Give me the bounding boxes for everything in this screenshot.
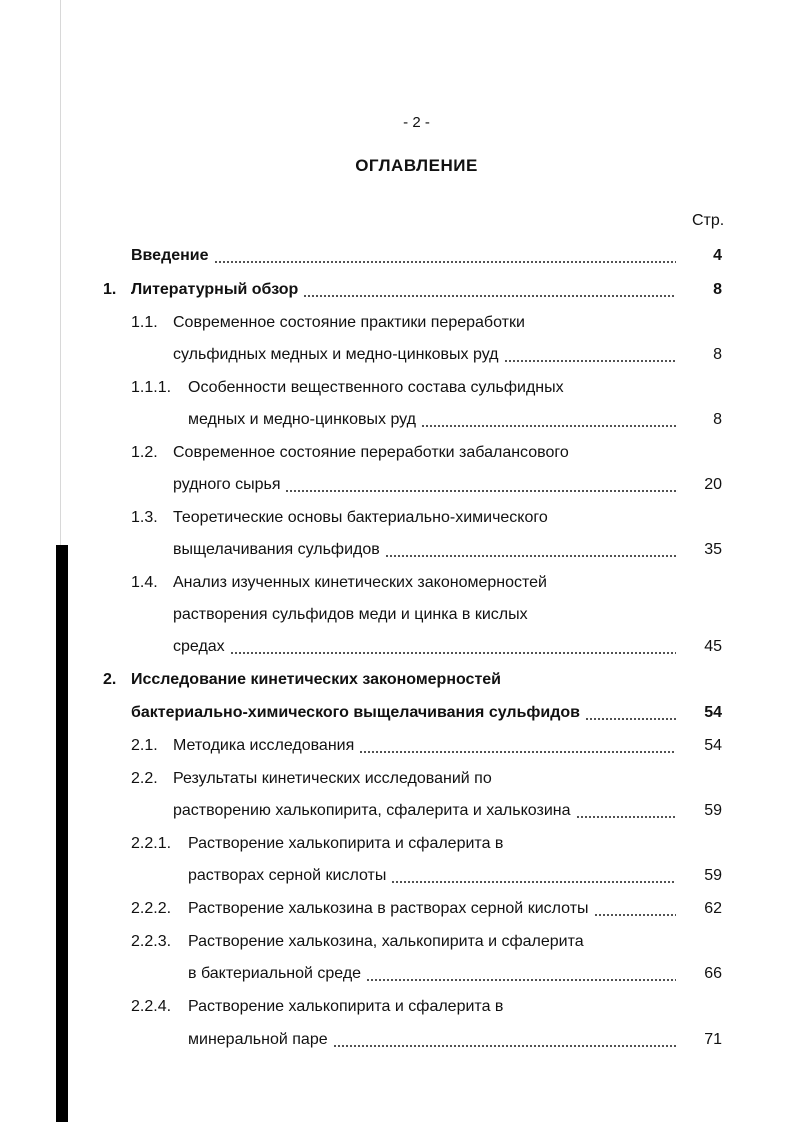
toc-entry-text: Растворение халькозина в растворах серной кислоты: [188, 900, 589, 917]
toc-page-number: 62: [704, 900, 722, 917]
toc-number: 1.1.1.: [131, 379, 172, 396]
toc-entry-text: растворению халькопирита, сфалерита и халькозина: [173, 802, 571, 819]
toc-entry-text: Результаты кинетических исследований по: [173, 770, 492, 787]
toc-line: [103, 636, 763, 658]
toc-entry-text: медных и медно-цинковых руд: [188, 411, 416, 428]
toc-dot-leader: [214, 245, 676, 267]
toc-entry-text: рудного сырья: [173, 476, 281, 493]
toc-line: [103, 474, 763, 496]
toc-entry-text: Литературный обзор: [131, 281, 299, 298]
toc-entry-text: бактериально-химического выщелачивания сульфидов: [131, 704, 580, 721]
toc-dot-leader: [303, 279, 676, 301]
toc-number: 1.4.: [131, 574, 158, 591]
toc-line: [103, 963, 763, 985]
toc-page-number: 54: [704, 737, 722, 754]
toc-line: [103, 702, 763, 724]
page-number: - 2 -: [403, 114, 430, 131]
toc-line: [103, 377, 763, 399]
document-title: ОГЛАВЛЕНИЕ: [355, 156, 478, 175]
toc-page-number: 8: [713, 411, 722, 428]
toc-entry-text: Исследование кинетических закономерностей: [131, 671, 502, 688]
toc-line: [103, 865, 763, 887]
toc-number: 2.: [103, 671, 117, 688]
toc-line: [103, 931, 763, 953]
toc-entry-text: выщелачивания сульфидов: [173, 541, 380, 558]
toc-line: [103, 312, 763, 334]
toc-number: 2.2.2.: [131, 900, 172, 917]
toc-entry-text: Современное состояние переработки забалансового: [173, 444, 569, 461]
toc-page-number: 59: [704, 867, 722, 884]
toc-dot-leader: [333, 1029, 676, 1051]
toc-line: [103, 768, 763, 790]
toc-number: 1.2.: [131, 444, 158, 461]
toc-dot-leader: [594, 898, 676, 920]
toc-number: 2.1.: [131, 737, 158, 754]
toc-line: [103, 898, 763, 920]
toc-dot-leader: [576, 800, 676, 822]
toc-page-number: 35: [704, 541, 722, 558]
toc-line: [103, 604, 763, 626]
toc-dot-leader: [230, 636, 676, 658]
toc-line: [103, 572, 763, 594]
toc-number: 2.2.1.: [131, 835, 172, 852]
toc-page-number: 54: [704, 704, 722, 721]
toc-line: [103, 1029, 763, 1051]
toc-line: [103, 996, 763, 1018]
toc-page-number: 66: [704, 965, 722, 982]
toc-number: 1.1.: [131, 314, 158, 331]
toc-page-number: 8: [713, 346, 722, 363]
toc-page-number: 8: [713, 281, 722, 298]
toc-entry-text: Особенности вещественного состава сульфидных: [188, 379, 564, 396]
toc-line: [103, 800, 763, 822]
toc-entry-text: Растворение халькопирита и сфалерита в: [188, 835, 504, 852]
toc-entry-text: растворах серной кислоты: [188, 867, 387, 884]
toc-dot-leader: [391, 865, 676, 887]
page-column-header: Стр.: [692, 212, 725, 229]
toc-line: [103, 344, 763, 366]
toc-dot-leader: [366, 963, 676, 985]
toc-line: [103, 442, 763, 464]
toc-line: [103, 539, 763, 561]
toc-entry-text: Введение: [131, 247, 209, 264]
toc-entry-text: минеральной паре: [188, 1031, 328, 1048]
toc-entry-text: средах: [173, 638, 225, 655]
scan-edge-bar: [56, 545, 68, 1122]
toc-entry-text: Анализ изученных кинетических закономерностей: [173, 574, 547, 591]
toc-entry-text: Теоретические основы бактериально-химического: [173, 509, 548, 526]
toc-number: 2.2.3.: [131, 933, 172, 950]
toc-page-number: 45: [704, 638, 722, 655]
toc-dot-leader: [385, 539, 676, 561]
toc-line: [103, 507, 763, 529]
toc-dot-leader: [585, 702, 676, 724]
toc-entry-text: сульфидных медных и медно-цинковых руд: [173, 346, 499, 363]
toc-page-number: 71: [704, 1031, 722, 1048]
toc-dot-leader: [359, 735, 676, 757]
toc-page-number: 4: [713, 247, 722, 264]
toc-line: [103, 833, 763, 855]
toc-line: [103, 279, 763, 301]
toc-page-number: 20: [704, 476, 722, 493]
toc-entry-text: в бактериальной среде: [188, 965, 362, 982]
toc-entry-text: Растворение халькопирита и сфалерита в: [188, 998, 504, 1015]
toc-number: 1.: [103, 281, 117, 298]
toc-dot-leader: [285, 474, 676, 496]
toc-entry-text: Современное состояние практики переработки: [173, 314, 525, 331]
toc-line: [103, 669, 763, 691]
toc-dot-leader: [504, 344, 676, 366]
toc-number: 2.2.4.: [131, 998, 172, 1015]
toc-number: 2.2.: [131, 770, 158, 787]
toc-line: [103, 735, 763, 757]
toc-dot-leader: [421, 409, 676, 431]
toc-entry-text: Методика исследования: [173, 737, 355, 754]
toc-line: [103, 245, 763, 267]
toc-entry-text: растворения сульфидов меди и цинка в кислых: [173, 606, 528, 623]
toc-page-number: 59: [704, 802, 722, 819]
toc-entry-text: Растворение халькозина, халькопирита и сфалерита: [188, 933, 584, 950]
toc-number: 1.3.: [131, 509, 158, 526]
toc-line: [103, 409, 763, 431]
